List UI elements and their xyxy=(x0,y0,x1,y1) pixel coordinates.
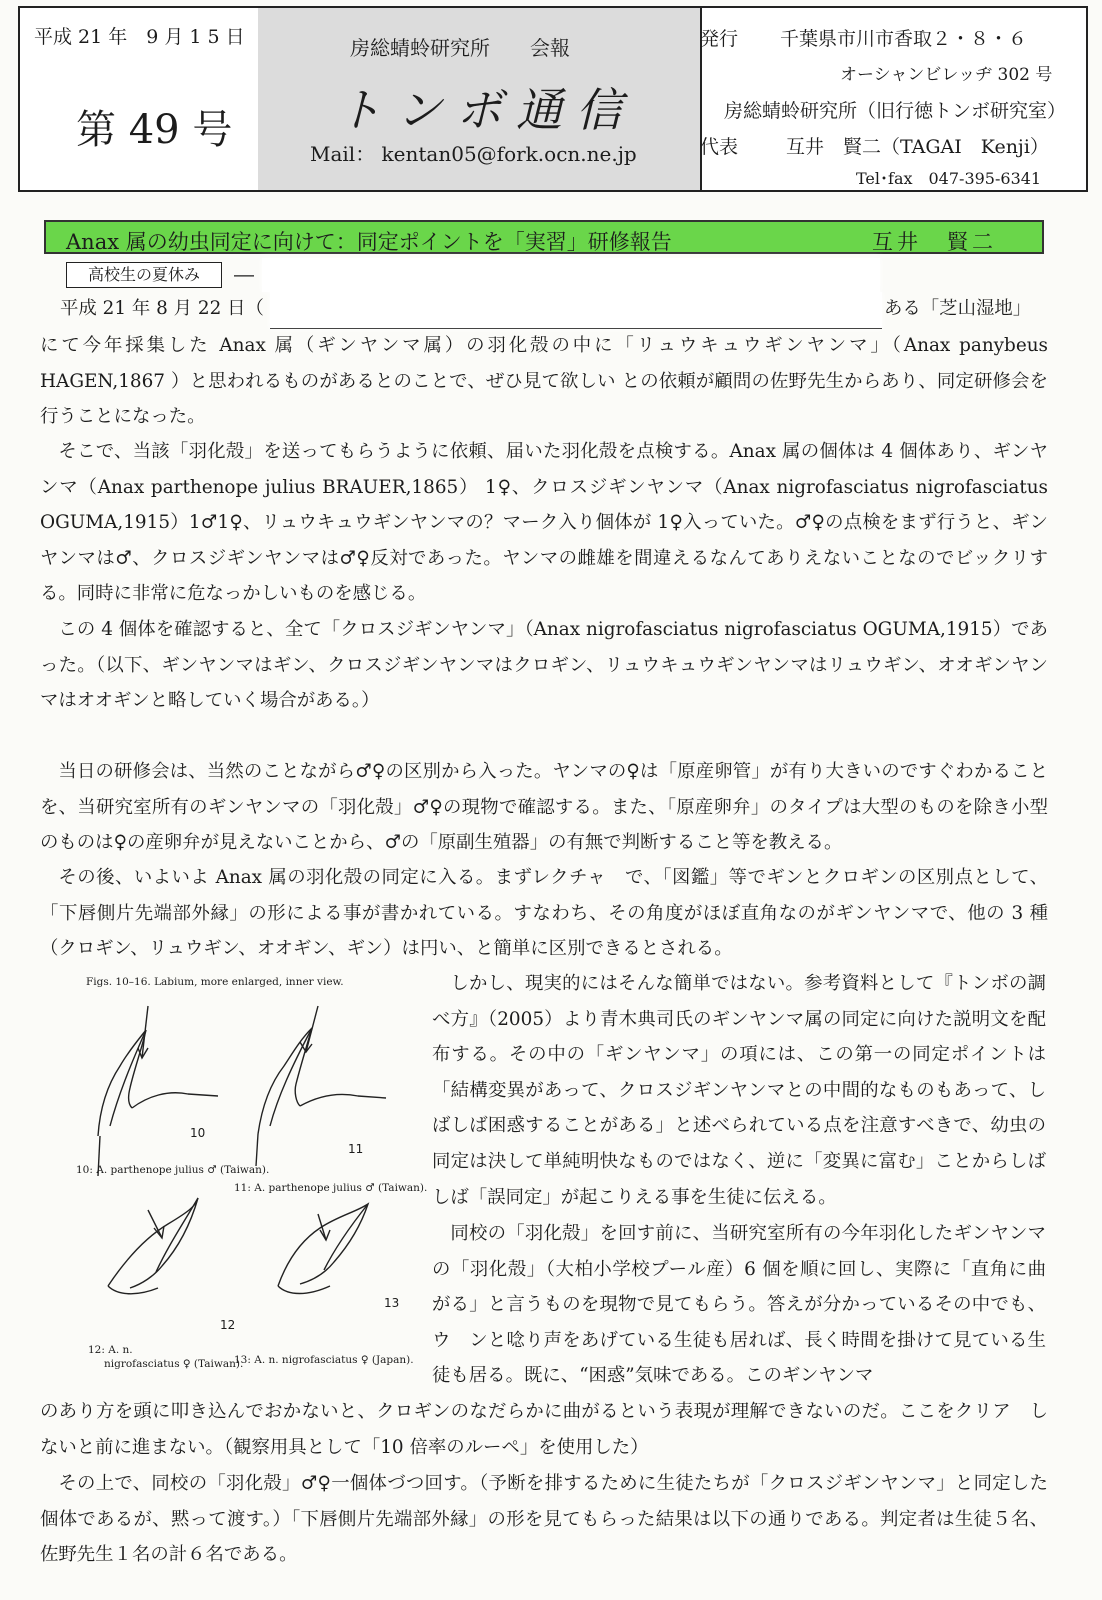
figure-number-11: 11 xyxy=(348,1142,364,1156)
publisher-label: 発行 xyxy=(700,28,739,50)
article-title: Anax 属の幼虫同定に向けて：同定ポイントを「実習」研修報告 xyxy=(66,230,672,254)
redaction-patch xyxy=(270,292,882,329)
society-label: 房総蜻蛉研究所 会報 xyxy=(350,36,570,60)
masthead xyxy=(18,6,1088,192)
issue-date: 平成 21 年 9 月 1 5 日 xyxy=(34,26,245,48)
paragraph-2: そこで、当該「羽化殻」を送ってもらうように依頼、届いた羽化殻を点検する。Anax 属の個体は 4 個体あり、ギンヤンマ（Anax parthenope julius BRAUER,1865） 1♀、クロスジギンヤンマ（Anax nigrofasciatus nigrofasciatus OGUMA,1915）1♂1♀、リュウキュウギンヤンマの？マーク入り個体が 1♀入っていた。♂♀の点検をまず行うと、ギンヤンマは♂、クロスジギンヤンマは♂♀反対であった。ヤンマの雌雄を間違えるなんてありえないことなのでビックリする。同時に非常に危なっかしいものを感じる。 xyxy=(40,441,1048,605)
paragraph-3: この 4 個体を確認すると、全て「クロスジギンヤンマ」（Anax nigrofasciatus nigrofasciatus OGUMA,1915）であった。（以下、ギンヤンマはギン、クロスジギンヤンマはクロギン、リュウキュウギンヤンマはリュウギン、オオギンヤンマはオオギンと略していく場合がある。） xyxy=(40,619,1048,712)
figure-caption-12a: 12: A. n. xyxy=(88,1344,133,1356)
representative-label: 代表 xyxy=(700,136,739,158)
organization-name: 房総蜻蛉研究所（旧行徳トンボ研究室） xyxy=(724,100,1067,122)
paragraph-8: その上で、同校の「羽化殻」♂♀一個体づつ回す。（予断を排するために生徒たちが「クロスジギンヤンマ」と同定した個体であるが、黙って渡す。）「下唇側片先端部外縁」の形を見てもらった結果は以下の通りである。判定者は生徒５名、佐野先生１名の計６名である。 xyxy=(40,1473,1048,1566)
masthead-title-cell xyxy=(258,8,702,190)
representative-name: 互井 賢二（TAGAI Kenji） xyxy=(786,136,1049,158)
newsletter-title: トンボ通信 xyxy=(336,83,636,137)
paragraph-1-end: ある「芝山湿地」 xyxy=(884,298,1032,319)
figure-caption-13: 13: A. n. nigrofasciatus ♀ (Japan). xyxy=(234,1354,414,1366)
figure-caption-12b: nigrofasciatus ♀ (Taiwan). xyxy=(104,1358,244,1370)
badge-dash: ― xyxy=(234,262,254,286)
paragraph-5: その後、いよいよ Anax 属の羽化殻の同定に入る。まずレクチャ で、「図鑑」等でギンとクロギンの区別点として、「下唇側片先端部外縁」の形による事が書かれている。すなわち、その角度がほぼ直角なのがギンヤンマで、他の 3 種（クロギン、リュウギン、オオギン、ギン）は円い、と簡単に区別できるとされる。 xyxy=(40,867,1048,960)
section-badge: 高校生の夏休み xyxy=(66,262,222,288)
paragraph-7-continued: のあり方を頭に叩き込んでおかないと、クロギンのなだらかに曲がるという表現が理解できないのだ。ここをクリア しないと前に進まない。（観察用具として「10 倍率のルーペ」を使用した） xyxy=(40,1401,1048,1458)
figure-number-10: 10 xyxy=(190,1126,206,1140)
masthead-date-cell xyxy=(20,8,260,190)
tel-fax: Tel･fax 047-395-6341 xyxy=(856,169,1042,188)
figure-caption-top: Figs. 10–16. Labium, more enlarged, inner view. xyxy=(86,976,344,988)
article-author: 互井 賢二 xyxy=(872,230,997,254)
address-line-1: 千葉県市川市香取２・８・６ xyxy=(780,28,1028,50)
figure-caption-11: 11: A. parthenope julius ♂ (Taiwan). xyxy=(234,1182,428,1194)
figure-number-12: 12 xyxy=(220,1318,236,1332)
issue-number: 第 49 号 xyxy=(76,107,233,153)
paragraph-6: しかし、現実的にはそんな簡単ではない。参考資料として『トンボの調べ方』（2005）より青木典司氏のギンヤンマ属の同定に向けた説明文を配布する。その中の「ギンヤンマ」の項には、この第一の同定ポイントは「結構変異があって、クロスジギンヤンマとの中間的なものもあって、しばしば困惑することがある」と述べられている点を注意すべきで、幼虫の同定は決して単純明快なものではなく、逆に「変異に富む」ことからしばしば「誤同定」が起こりえる事を生徒に伝える。 xyxy=(432,973,1046,1208)
figure-caption-10: 10: A. parthenope julius ♂ (Taiwan). xyxy=(76,1164,270,1176)
paragraph-1: にて今年採集した Anax 属（ギンヤンマ属）の羽化殻の中に「リュウキュウギンヤンマ」（Anax panybeus HAGEN,1867 ）と思われるものがあるとのことで、ぜひ見て欲しい との依頼が顧問の佐野先生からあり、同定研修会を行うことになった。 xyxy=(40,335,1048,428)
article-title-bar xyxy=(44,220,1044,254)
figure-number-13: 13 xyxy=(384,1296,400,1310)
redaction-patch xyxy=(262,258,880,292)
paragraph-7: 同校の「羽化殻」を回す前に、当研究室所有の今年羽化したギンヤンマの「羽化殻」（大柏小学校プール産）6 個を順に回し、実際に「直角に曲がる」と言うものを現物で見てもらう。答えが分かっているその中でも、ウ ンと唸り声をあげている生徒も居れば、長く時間を掛けて見ている生徒も居る。既に、“困惑”気味である。このギンヤンマ xyxy=(432,1223,1046,1387)
paragraph-1-start: 平成 21 年 8 月 22 日（ xyxy=(60,298,264,319)
masthead-publisher-cell xyxy=(700,8,1086,190)
address-line-2: オーシャンビレッヂ 302 号 xyxy=(840,65,1053,85)
labium-figure xyxy=(38,966,428,1386)
paragraph-4: 当日の研修会は、当然のことながら♂♀の区別から入った。ヤンマの♀は「原産卵管」が有り大きいのですぐわかることを、当研究室所有のギンヤンマの「羽化殻」♂♀の現物で確認する。また、「原産卵弁」のタイプは大型のものを除き小型のものは♀の産卵弁が見えないことから、♂の「原副生殖器」の有無で判断すること等を教える。 xyxy=(40,761,1048,854)
mail-address: Mail： kentan05@fork.ocn.ne.jp xyxy=(310,142,637,166)
